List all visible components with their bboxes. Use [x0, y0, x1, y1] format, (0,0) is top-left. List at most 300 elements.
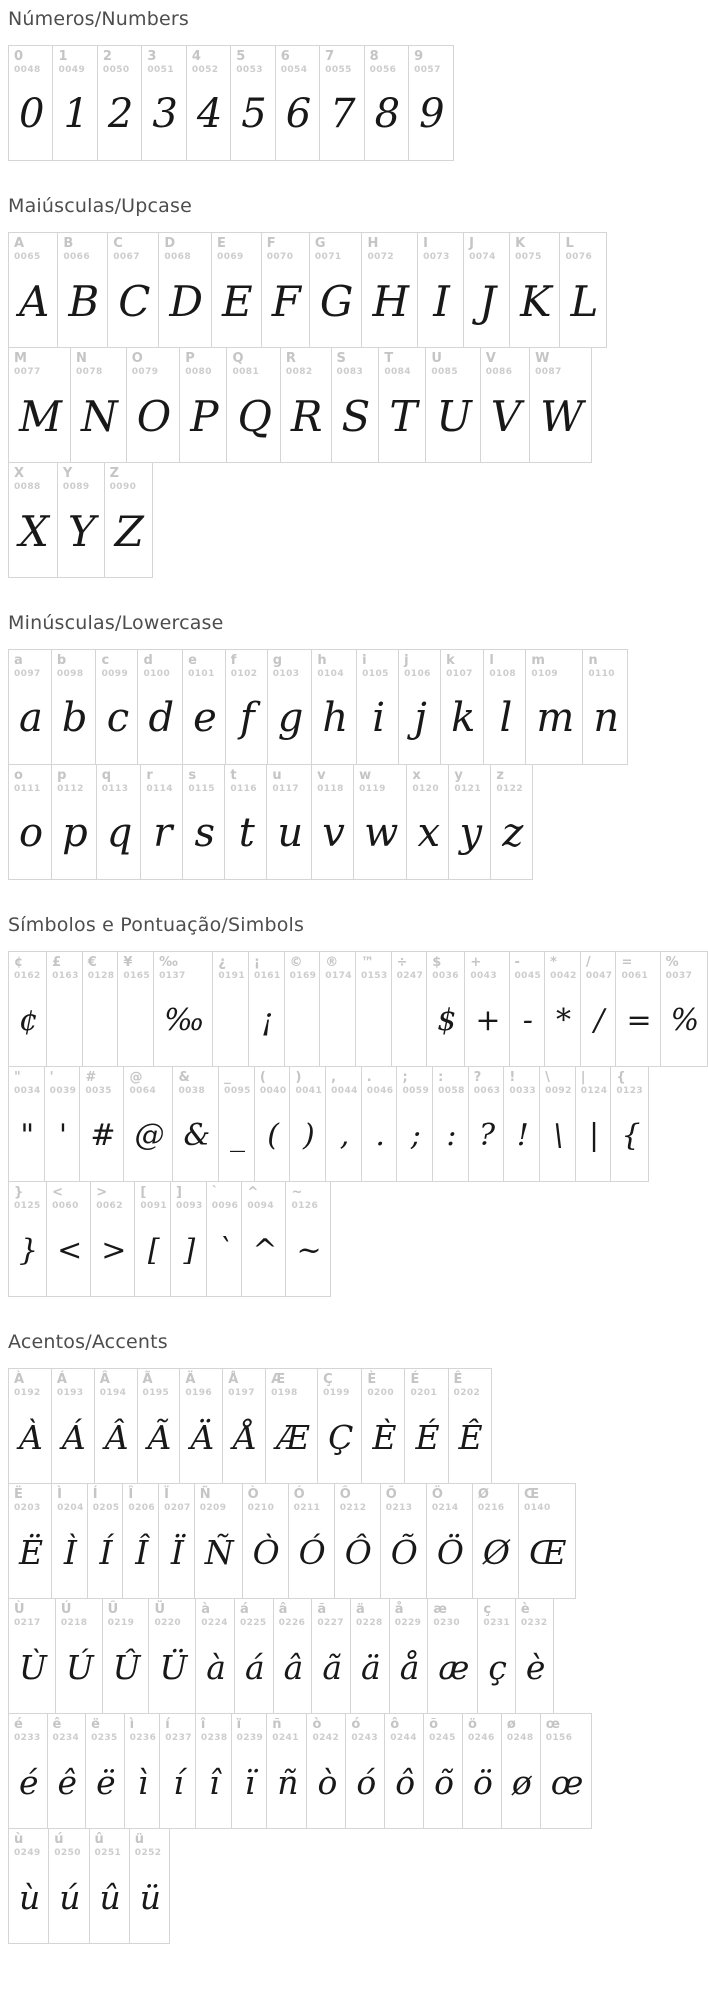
- glyph-cell: [490, 764, 533, 880]
- glyph-row: [8, 764, 661, 880]
- glyph-preview: 0: [19, 91, 45, 137]
- glyph-preview: Û: [112, 1647, 141, 1687]
- glyph-cell: [319, 951, 356, 1067]
- unicode-code: 0239: [236, 1733, 264, 1743]
- character-label: ì: [129, 1717, 135, 1732]
- glyph-cell: [218, 1066, 255, 1182]
- unicode-code: 0048: [14, 65, 41, 75]
- glyph-cell: [241, 1181, 286, 1297]
- glyph-preview: 4: [196, 91, 223, 137]
- character-label: H: [367, 236, 379, 251]
- glyph-cell: [266, 1713, 307, 1829]
- glyph-preview: ": [20, 1117, 35, 1153]
- glyph-cell: [364, 45, 409, 161]
- unicode-code: 0229: [394, 1618, 422, 1628]
- character-label: 2: [102, 49, 112, 64]
- character-label: e: [188, 653, 197, 668]
- glyph-cell: [89, 1828, 130, 1944]
- character-label: x: [412, 768, 421, 783]
- glyph-cell: [334, 1483, 381, 1599]
- character-label: ®: [325, 955, 339, 970]
- glyph-cell: [273, 1598, 313, 1714]
- glyph-cell: [275, 45, 320, 161]
- character-label: a: [14, 653, 23, 668]
- unicode-code: 0038: [178, 1086, 206, 1096]
- glyph-cell: [544, 951, 581, 1067]
- glyph-preview-empty: [88, 982, 115, 1062]
- glyph-cell: [539, 1066, 576, 1182]
- glyph-preview: é: [19, 1762, 39, 1802]
- character-label: Ñ: [199, 1487, 211, 1502]
- glyph-preview: K: [520, 276, 552, 326]
- character-label: ç: [483, 1602, 492, 1617]
- glyph-preview: 7: [330, 91, 356, 137]
- unicode-code: 0174: [325, 971, 352, 981]
- unicode-code: 0195: [142, 1388, 170, 1398]
- glyph-row: [8, 462, 661, 578]
- glyph-cell: [8, 45, 53, 161]
- unicode-code: 0241: [272, 1733, 299, 1743]
- unicode-code: 0220: [154, 1618, 182, 1628]
- character-label: >: [96, 1185, 108, 1200]
- glyph-preview: Ö: [436, 1532, 464, 1572]
- glyph-cell: [426, 1483, 473, 1599]
- section-title: Maiúsculas/Upcase: [8, 195, 193, 217]
- glyph-cell: [580, 951, 617, 1067]
- glyph-preview: t: [238, 810, 255, 856]
- character-label: ": [14, 1070, 21, 1085]
- character-label: é: [14, 1717, 23, 1732]
- unicode-code: 0040: [259, 1086, 287, 1096]
- unicode-code: 0165: [123, 971, 151, 981]
- character-label: \: [545, 1070, 550, 1085]
- glyph-preview: Ò: [252, 1532, 280, 1572]
- glyph-preview-empty: [397, 982, 424, 1062]
- character-label: ,: [331, 1070, 337, 1085]
- glyph-cell: [361, 1066, 398, 1182]
- glyph-cell: [355, 951, 392, 1067]
- glyph-preview: s: [194, 810, 216, 856]
- unicode-code: 0206: [128, 1503, 156, 1513]
- character-label: Ë: [14, 1487, 23, 1502]
- unicode-code: 0039: [49, 1086, 77, 1096]
- glyph-cell: [518, 1483, 576, 1599]
- character-label: -: [514, 955, 520, 970]
- character-label: k: [446, 653, 455, 668]
- unicode-code: 0137: [159, 971, 186, 981]
- glyph-cell: [94, 1368, 138, 1484]
- character-label: î: [200, 1717, 206, 1732]
- unicode-code: 0046: [366, 1086, 394, 1096]
- character-label: Õ: [385, 1487, 397, 1502]
- character-label: Ï: [164, 1487, 169, 1502]
- glyph-cell: [432, 1066, 469, 1182]
- glyph-preview: [: [147, 1232, 160, 1268]
- unicode-code: 0218: [60, 1618, 88, 1628]
- unicode-code: 0161: [253, 971, 281, 981]
- unicode-code: 0067: [113, 252, 140, 262]
- glyph-cell: [126, 347, 180, 463]
- glyph-cell: [186, 45, 231, 161]
- character-label: È: [367, 1372, 377, 1387]
- unicode-code: 0098: [56, 669, 84, 679]
- glyph-cell: [311, 1598, 351, 1714]
- glyph-preview: T: [389, 391, 418, 441]
- glyph-preview: C: [118, 276, 151, 326]
- character-label: `: [211, 1185, 219, 1200]
- glyph-preview: ;: [410, 1117, 421, 1153]
- character-label: Í: [92, 1487, 98, 1502]
- character-label: {: [616, 1070, 626, 1085]
- glyph-cell: [8, 1181, 47, 1297]
- glyph-preview: Ú: [65, 1647, 94, 1687]
- character-label: ': [49, 1070, 54, 1085]
- unicode-code: 0207: [164, 1503, 191, 1513]
- glyph-preview: q: [106, 810, 133, 856]
- glyph-preview: Î: [135, 1532, 149, 1572]
- glyph-cell: [212, 951, 249, 1067]
- glyph-cell: [195, 1713, 232, 1829]
- glyph-row: [8, 347, 661, 463]
- glyph-cell: [8, 462, 58, 578]
- section-upcase: [8, 195, 661, 578]
- glyph-preview: }: [19, 1232, 39, 1268]
- glyph-preview: õ: [434, 1762, 454, 1802]
- glyph-preview: Ç: [328, 1417, 354, 1457]
- glyph-cell: [179, 1368, 223, 1484]
- unicode-code: 0072: [367, 252, 395, 262]
- glyph-cell: [404, 1368, 448, 1484]
- unicode-code: 0055: [325, 65, 352, 75]
- glyph-preview: p: [62, 810, 88, 856]
- character-label: Ä: [185, 1372, 196, 1387]
- glyph-preview: |: [589, 1117, 600, 1153]
- character-label: h: [317, 653, 327, 668]
- glyph-preview: %: [670, 1002, 700, 1038]
- glyph-cell: [46, 1181, 91, 1297]
- character-label: ~: [291, 1185, 303, 1200]
- unicode-code: 0212: [339, 1503, 367, 1513]
- glyph-preview: ~: [296, 1232, 322, 1268]
- unicode-code: 0097: [14, 669, 41, 679]
- unicode-code: 0198: [271, 1388, 298, 1398]
- unicode-code: 0069: [217, 252, 244, 262]
- glyph-cell: [501, 1713, 541, 1829]
- unicode-code: 0234: [52, 1733, 80, 1743]
- unicode-code: 0082: [285, 367, 313, 377]
- character-label: @: [129, 1070, 143, 1085]
- glyph-cell: [575, 1066, 612, 1182]
- character-label: å: [394, 1602, 404, 1617]
- glyph-cell: [353, 764, 407, 880]
- glyph-preview: o: [19, 810, 44, 856]
- section-numbers: [8, 8, 661, 161]
- unicode-code: 0193: [56, 1388, 84, 1398]
- glyph-cell: [179, 347, 227, 463]
- glyph-preview: A: [19, 276, 50, 326]
- character-label: ]: [176, 1185, 182, 1200]
- unicode-code: 0242: [312, 1733, 340, 1743]
- unicode-code: 0219: [107, 1618, 135, 1628]
- unicode-code: 0243: [351, 1733, 379, 1743]
- unicode-code: 0249: [14, 1848, 41, 1858]
- glyph-cell: [104, 462, 153, 578]
- glyph-preview: Ê: [458, 1417, 483, 1457]
- unicode-code: 0051: [147, 65, 175, 75]
- character-label: *: [550, 955, 557, 970]
- glyph-cell: [182, 764, 225, 880]
- character-label: Ò: [247, 1487, 259, 1502]
- character-label: Ú: [60, 1602, 72, 1617]
- glyph-preview: L: [570, 276, 599, 326]
- glyph-cell: [8, 1368, 52, 1484]
- character-label: 1: [58, 49, 68, 64]
- glyph-preview: ñ: [277, 1762, 299, 1802]
- unicode-code: 0203: [14, 1503, 41, 1513]
- character-label: B: [63, 236, 74, 251]
- character-label: ã: [317, 1602, 327, 1617]
- character-label: V: [485, 351, 496, 366]
- glyph-cell: [124, 1713, 161, 1829]
- unicode-code: 0080: [185, 367, 212, 377]
- glyph-cell: [311, 764, 354, 880]
- glyph-cell: [85, 1713, 125, 1829]
- glyph-preview: B: [68, 276, 100, 326]
- character-label: ©: [289, 955, 303, 970]
- character-label: 0: [14, 49, 24, 64]
- character-label: v: [317, 768, 326, 783]
- glyph-cell: [158, 232, 212, 348]
- unicode-code: 0114: [146, 784, 173, 794]
- unicode-code: 0077: [14, 367, 41, 377]
- glyph-cell: [51, 1368, 95, 1484]
- glyph-preview: :: [446, 1117, 457, 1153]
- unicode-code: 0089: [62, 482, 90, 492]
- glyph-preview: d: [148, 695, 175, 741]
- unicode-code: 0035: [85, 1086, 112, 1096]
- unicode-code: 0062: [96, 1201, 123, 1211]
- glyph-preview: +: [475, 1002, 501, 1038]
- glyph-preview: Ë: [19, 1532, 44, 1572]
- glyph-preview: Ñ: [204, 1532, 234, 1572]
- glyph-preview: ø: [511, 1762, 532, 1802]
- glyph-cell: [317, 1368, 362, 1484]
- glyph-cell: [440, 649, 484, 765]
- glyph-preview: J: [479, 276, 496, 326]
- character-label: C: [113, 236, 123, 251]
- glyph-preview: ?: [479, 1117, 496, 1153]
- unicode-code: 0085: [431, 367, 458, 377]
- unicode-code: 0050: [102, 65, 130, 75]
- unicode-code: 0210: [247, 1503, 275, 1513]
- character-label: ï: [236, 1717, 242, 1732]
- character-label: Ó: [293, 1487, 305, 1502]
- glyph-preview: ]: [183, 1232, 196, 1268]
- unicode-code: 0153: [360, 971, 388, 981]
- unicode-code: 0209: [199, 1503, 227, 1513]
- character-label: T: [384, 351, 394, 366]
- glyph-cell: [8, 951, 47, 1067]
- character-label: í: [165, 1717, 170, 1732]
- glyph-preview: S: [341, 391, 371, 441]
- unicode-code: 0052: [191, 65, 219, 75]
- glyph-preview: È: [372, 1417, 397, 1457]
- section-accents: [8, 1331, 661, 1944]
- glyph-cell: [331, 347, 380, 463]
- glyph-cell: [427, 1598, 478, 1714]
- glyph-preview: å: [399, 1647, 420, 1687]
- character-label: !: [509, 1070, 516, 1085]
- unicode-code: 0245: [429, 1733, 456, 1743]
- character-label: 5: [236, 49, 246, 64]
- glyph-cell: [261, 232, 310, 348]
- glyph-cell: [52, 45, 97, 161]
- unicode-code: 0108: [489, 669, 517, 679]
- unicode-code: 0078: [76, 367, 103, 377]
- unicode-code: 0231: [483, 1618, 511, 1628]
- glyph-preview: è: [525, 1647, 546, 1687]
- unicode-code: 0064: [129, 1086, 157, 1096]
- glyph-cell: [172, 1066, 219, 1182]
- glyph-preview: u: [277, 810, 304, 856]
- unicode-code: 0251: [94, 1848, 122, 1858]
- glyph-cell: [309, 232, 363, 348]
- glyph-cell: [426, 951, 465, 1067]
- unicode-code: 0066: [63, 252, 90, 262]
- glyph-preview: V: [490, 391, 522, 441]
- glyph-cell: [265, 1368, 318, 1484]
- unicode-code: 0224: [201, 1618, 228, 1628]
- glyph-cell: [148, 1598, 196, 1714]
- unicode-code: 0227: [317, 1618, 344, 1628]
- character-label: â: [278, 1602, 288, 1617]
- glyph-preview: >: [101, 1232, 127, 1268]
- glyph-preview: c: [106, 695, 130, 741]
- glyph-cell: [234, 1598, 274, 1714]
- glyph-preview: $: [437, 1002, 457, 1038]
- character-label: ;: [402, 1070, 408, 1085]
- unicode-code: 0054: [280, 65, 308, 75]
- glyph-preview: ¢: [19, 1002, 39, 1038]
- glyph-cell: [325, 1066, 362, 1182]
- glyph-cell: [448, 1368, 492, 1484]
- glyph-cell: [559, 232, 607, 348]
- glyph-preview: /: [594, 1002, 605, 1038]
- glyph-cell: [396, 1066, 433, 1182]
- glyph-preview: =: [626, 1002, 652, 1038]
- unicode-code: 0057: [414, 65, 441, 75]
- glyph-preview: a: [19, 695, 43, 741]
- glyph-cell: [82, 951, 119, 1067]
- glyph-cell: [102, 1598, 150, 1714]
- glyph-preview: M: [19, 391, 63, 441]
- glyph-row: [8, 951, 700, 1067]
- glyph-cell: [384, 1713, 424, 1829]
- character-label: +: [470, 955, 482, 970]
- glyph-cell: [87, 1483, 124, 1599]
- glyph-preview: 9: [419, 91, 445, 137]
- character-map: [8, 8, 700, 1944]
- unicode-code: 0037: [665, 971, 693, 981]
- glyph-preview: n: [593, 695, 620, 741]
- unicode-code: 0228: [356, 1618, 383, 1628]
- section-title: Minúsculas/Lowercase: [8, 612, 224, 634]
- glyph-cell: [319, 45, 364, 161]
- glyph-row: [8, 1368, 661, 1484]
- unicode-code: 0063: [473, 1086, 501, 1096]
- glyph-preview: î: [208, 1762, 220, 1802]
- unicode-code: 0247: [396, 971, 424, 981]
- character-label: Ì: [57, 1487, 62, 1502]
- character-label: ¥: [123, 955, 133, 970]
- unicode-code: 0087: [535, 367, 562, 377]
- character-label: Ô: [339, 1487, 351, 1502]
- glyph-cell: [141, 45, 186, 161]
- character-label: Ã: [142, 1372, 153, 1387]
- glyph-preview: Z: [114, 506, 144, 556]
- glyph-preview: N: [81, 391, 118, 441]
- unicode-code: 0196: [185, 1388, 213, 1398]
- glyph-cell: [525, 649, 583, 765]
- glyph-cell: [529, 347, 592, 463]
- glyph-preview: Ó: [298, 1532, 326, 1572]
- character-label: E: [217, 236, 226, 251]
- character-label: Æ: [271, 1372, 286, 1387]
- glyph-cell: [8, 764, 52, 880]
- glyph-preview: Ù: [19, 1647, 47, 1687]
- glyph-preview: P: [190, 391, 219, 441]
- character-label: n: [588, 653, 598, 668]
- character-label: Z: [109, 466, 120, 481]
- glyph-cell: [417, 232, 464, 348]
- glyph-preview: -: [522, 1002, 533, 1038]
- glyph-preview: `: [217, 1232, 233, 1268]
- glyph-row: [8, 1066, 661, 1182]
- unicode-code: 0202: [453, 1388, 481, 1398]
- glyph-cell: [408, 45, 453, 161]
- character-label: q: [101, 768, 112, 783]
- glyph-preview: &: [183, 1117, 211, 1153]
- unicode-code: 0117: [272, 784, 299, 794]
- glyph-row: [8, 45, 661, 161]
- glyph-preview: b: [61, 695, 88, 741]
- character-label: U: [431, 351, 442, 366]
- character-label: u: [272, 768, 282, 783]
- character-label: ÷: [396, 955, 408, 970]
- unicode-code: 0252: [134, 1848, 162, 1858]
- glyph-cell: [8, 1828, 49, 1944]
- unicode-code: 0090: [109, 482, 137, 492]
- glyph-cell: [242, 1483, 289, 1599]
- character-label: À: [14, 1372, 25, 1387]
- glyph-preview: ‰: [164, 1002, 205, 1038]
- unicode-code: 0036: [432, 971, 459, 981]
- unicode-code: 0053: [236, 65, 263, 75]
- glyph-preview: Œ: [528, 1532, 567, 1572]
- glyph-cell: [79, 1066, 124, 1182]
- unicode-code: 0106: [404, 669, 431, 679]
- unicode-code: 0056: [369, 65, 397, 75]
- character-label: œ: [545, 1717, 560, 1732]
- glyph-cell: [266, 764, 312, 880]
- glyph-preview: Ä: [190, 1417, 215, 1457]
- unicode-code: 0065: [14, 252, 41, 262]
- glyph-cell: [211, 232, 262, 348]
- glyph-cell: [378, 347, 426, 463]
- character-label: R: [285, 351, 296, 366]
- glyph-preview: Á: [61, 1417, 86, 1457]
- glyph-cell: [610, 1066, 649, 1182]
